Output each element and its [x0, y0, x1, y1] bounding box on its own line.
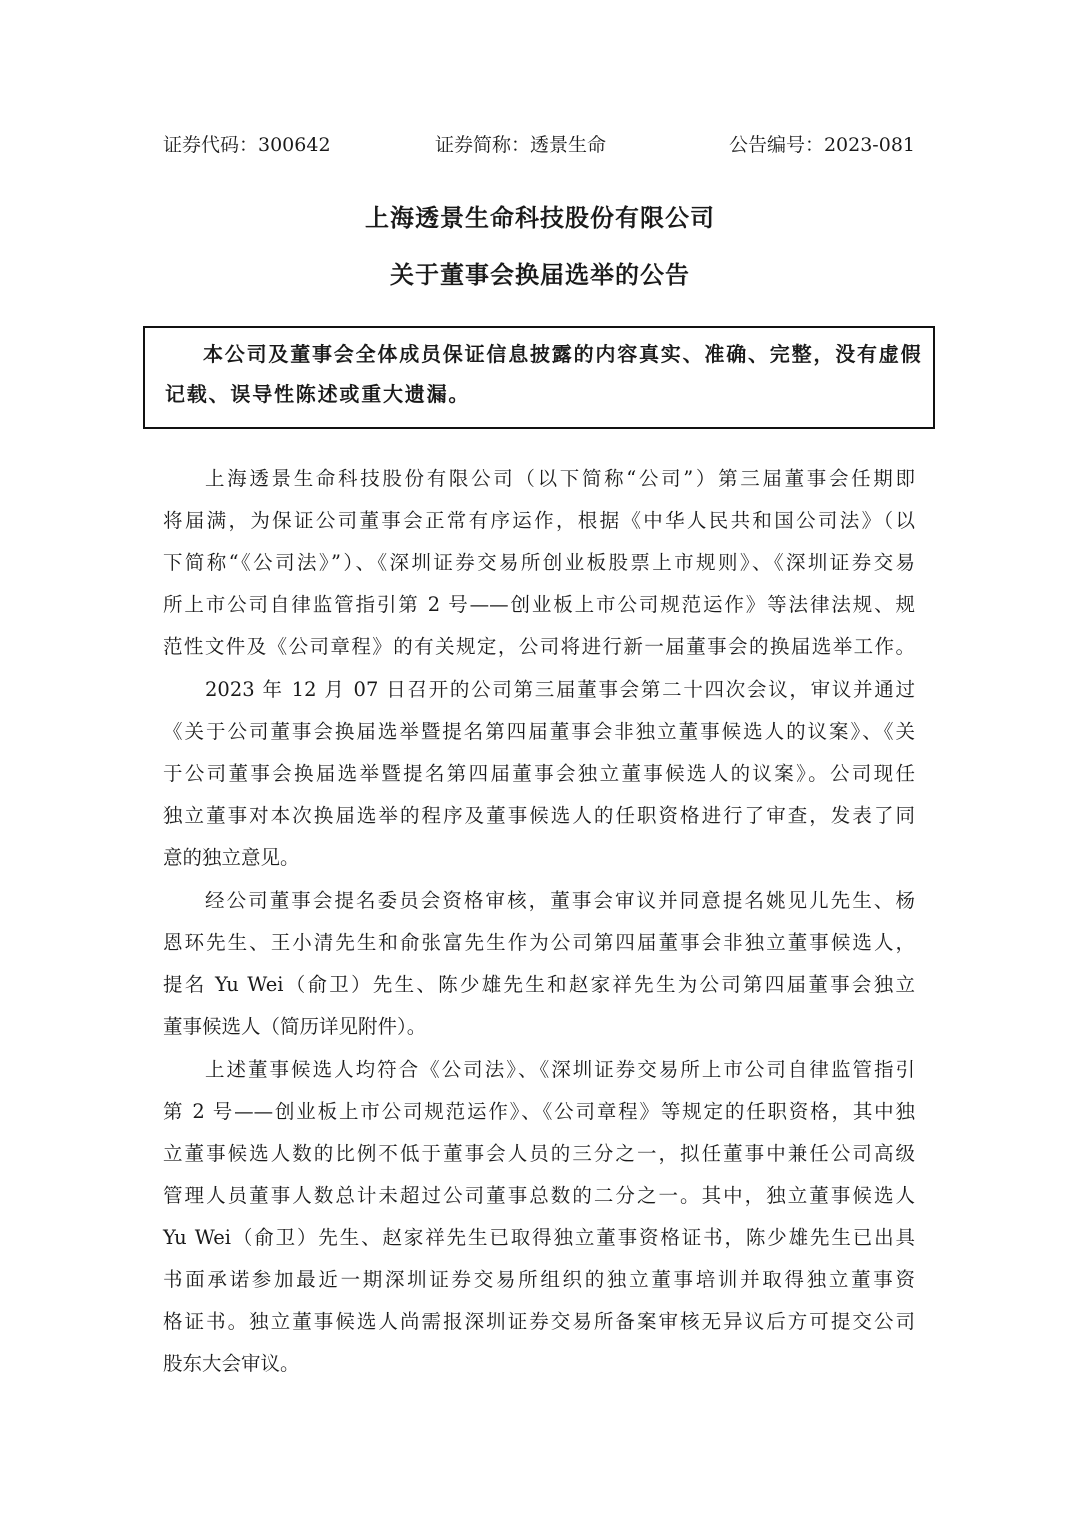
body-line: 将届满，为保证公司董事会正常有序运作，根据《中华人民共和国公司法》（以: [163, 509, 915, 532]
body-line: 所上市公司自律监管指引第 2 号——创业板上市公司规范运作》等法律法规、规: [163, 593, 915, 616]
body-line: 董事候选人（简历详见附件）。: [163, 1015, 427, 1038]
body-line: 于公司董事会换届选举暨提名第四届董事会独立董事候选人的议案》。公司现任: [163, 762, 915, 785]
body-line: Yu Wei（俞卫）先生、赵家祥先生已取得独立董事资格证书，陈少雄先生已出具: [163, 1226, 915, 1249]
body-line: 独立董事对本次换届选举的程序及董事候选人的任职资格进行了审查，发表了同: [163, 804, 915, 827]
body-line: 管理人员董事人数总计未超过公司董事总数的二分之一。其中，独立董事候选人: [163, 1184, 915, 1207]
body-line: 意的独立意见。: [163, 846, 300, 869]
body-line: 下简称“《公司法》”）、《深圳证券交易所创业板股票上市规则》、《深圳证券交易: [163, 551, 915, 574]
security-abbreviation: 证券简称：透景生命: [435, 134, 607, 156]
body-line: 格证书。独立董事候选人尚需报深圳证券交易所备案审核无异议后方可提交公司: [163, 1310, 915, 1333]
disclosure-notice-box: [143, 326, 935, 429]
body-line: 上海透景生命科技股份有限公司（以下简称“公司”）第三届董事会任期即: [205, 467, 915, 490]
body-line: 范性文件及《公司章程》的有关规定，公司将进行新一届董事会的换届选举工作。: [163, 635, 915, 658]
document-header: [163, 129, 915, 161]
body-line: 恩环先生、王小清先生和俞张富先生作为公司第四届董事会非独立董事候选人，: [163, 931, 915, 954]
body-line: 立董事候选人数的比例不低于董事会人员的三分之一，拟任董事中兼任公司高级: [163, 1142, 915, 1165]
announcement-number: 公告编号：2023-081: [728, 134, 915, 156]
security-code: 证券代码：300642: [163, 134, 331, 156]
body-line: 《关于公司董事会换届选举暨提名第四届董事会非独立董事候选人的议案》、《关: [163, 720, 915, 743]
body-line: 书面承诺参加最近一期深圳证券交易所组织的独立董事培训并取得独立董事资: [163, 1268, 915, 1291]
notice-line: 记载、误导性陈述或重大遗漏。: [165, 382, 471, 406]
body-line: 经公司董事会提名委员会资格审核，董事会审议并同意提名姚见儿先生、杨: [205, 889, 915, 912]
body-line: 第 2 号——创业板上市公司规范运作》、《公司章程》等规定的任职资格，其中独: [163, 1100, 915, 1123]
company-title: 上海透景生命科技股份有限公司: [365, 204, 715, 232]
announcement-title: 关于董事会换届选举的公告: [390, 261, 690, 289]
body-line: 上述董事候选人均符合《公司法》、《深圳证券交易所上市公司自律监管指引: [205, 1058, 915, 1081]
body-line: 股东大会审议。: [163, 1352, 300, 1375]
body-line: 2023 年 12 月 07 日召开的公司第三届董事会第二十四次会议，审议并通过: [205, 678, 915, 701]
body-line: 提名 Yu Wei（俞卫）先生、陈少雄先生和赵家祥先生为公司第四届董事会独立: [163, 973, 915, 996]
notice-line: 本公司及董事会全体成员保证信息披露的内容真实、准确、完整，没有虚假: [203, 342, 923, 366]
